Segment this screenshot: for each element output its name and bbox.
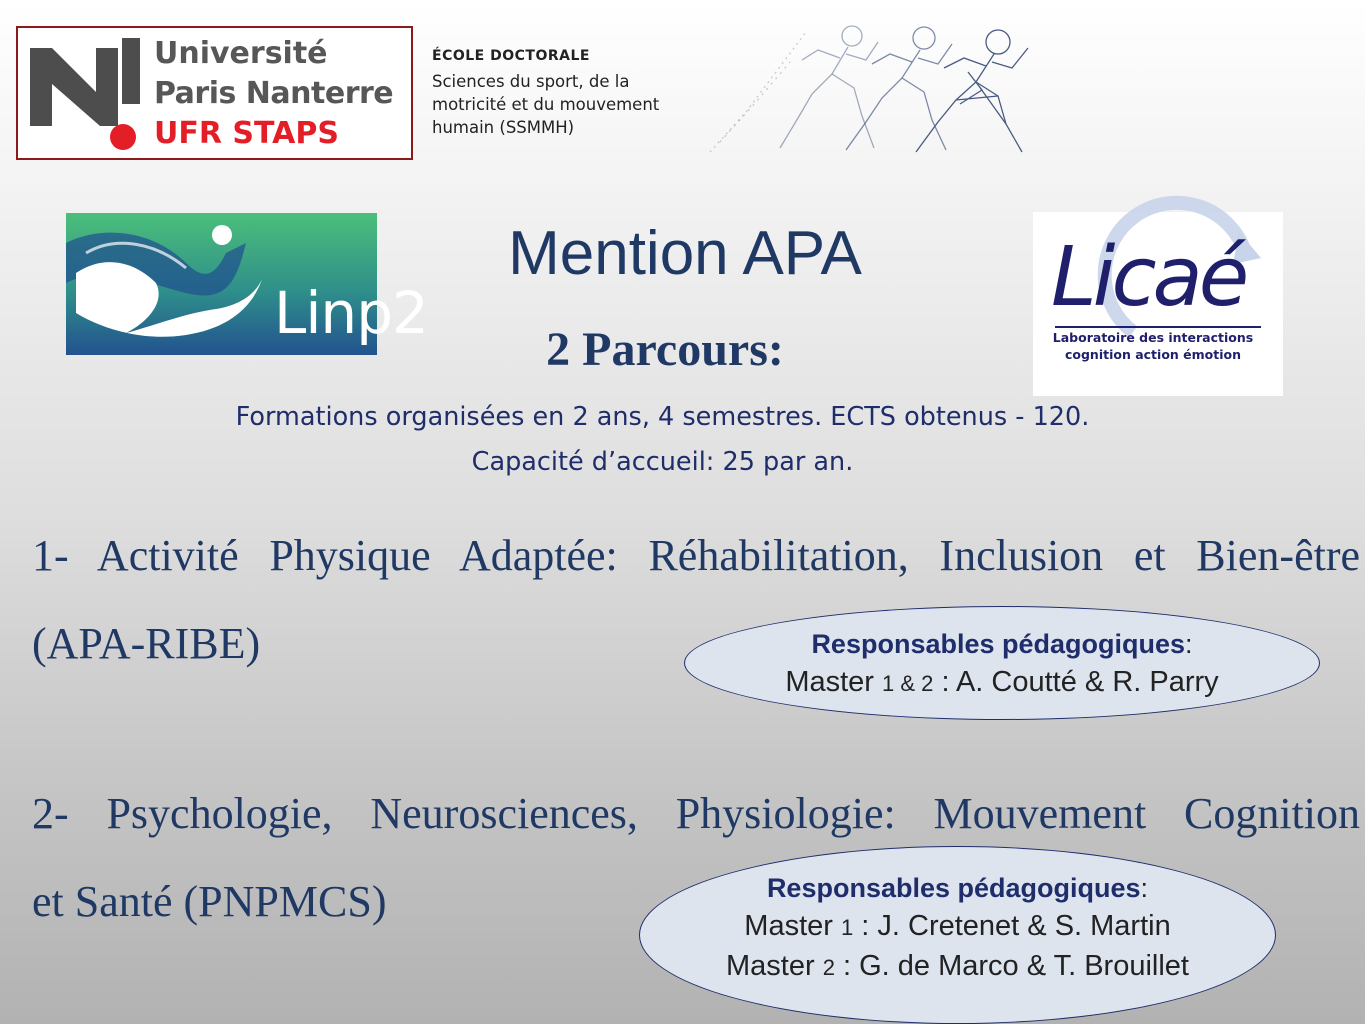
separator: : <box>834 950 860 982</box>
wireframe-runners-illustration <box>706 12 1036 162</box>
responsables-heading <box>640 869 1275 907</box>
university-name-line1: Université <box>154 36 328 71</box>
program-1-title-line1: 1- Activité Physique Adaptée: Réhabilitation, Inclusion et Bien-être <box>32 531 1360 580</box>
program-2-title-line2: et Santé (PNPMCS) <box>32 877 387 926</box>
responsables-row <box>640 907 1275 947</box>
ecole-doctorale-block <box>432 48 702 139</box>
ecole-doctorale-line: humain (SSMMH) <box>432 118 575 137</box>
ecole-doctorale-line: Sciences du sport, de la <box>432 72 630 91</box>
program-2-title-line1: 2- Psychologie, Neurosciences, Physiologie: Mouvement Cognition <box>32 789 1360 838</box>
program-1-responsables-ellipse <box>684 606 1320 720</box>
responsables-title: Responsables pédagogiques <box>766 873 1141 903</box>
formation-info-line2: Capacité d’accueil: 25 par an. <box>471 447 854 477</box>
linp2-wordmark: Linp2 <box>274 279 428 347</box>
licae-logo <box>1033 212 1283 396</box>
master-label: Master <box>726 950 823 982</box>
master-level: 2 <box>822 955 835 980</box>
responsables-row <box>685 663 1319 703</box>
ufr-staps-label: UFR STAPS <box>154 116 339 151</box>
program-2-responsables-ellipse <box>639 846 1276 1024</box>
page-title: Mention APA <box>508 219 862 288</box>
formation-info-line1: Formations organisées en 2 ans, 4 semestres. ECTS obtenus - 120. <box>235 402 1090 432</box>
licae-subtitle-line2: cognition action émotion <box>1064 347 1241 362</box>
master-label: Master <box>744 910 841 942</box>
licae-rule <box>1055 326 1261 328</box>
linp2-logo <box>66 213 428 355</box>
university-name-line2: Paris Nanterre <box>154 76 394 111</box>
responsables-names: J. Cretenet & S. Martin <box>877 910 1171 942</box>
separator: : <box>933 666 956 698</box>
responsables-names: A. Coutté & R. Parry <box>955 666 1219 698</box>
program-1-title-line2: (APA-RIBE) <box>32 619 261 668</box>
responsables-names: G. de Marco & T. Brouillet <box>859 950 1189 982</box>
responsables-row <box>640 947 1275 987</box>
page-subtitle: 2 Parcours: <box>546 323 784 376</box>
licae-wordmark: Licaé <box>1051 230 1246 325</box>
universite-paris-nanterre-logo <box>16 26 413 160</box>
responsables-heading <box>685 625 1319 663</box>
licae-subtitle-line1: Laboratoire des interactions <box>1052 330 1254 345</box>
red-dot-icon <box>110 124 136 150</box>
master-level: 1 & 2 <box>882 671 934 696</box>
nanterre-mark-icon <box>26 38 146 128</box>
responsables-colon: : <box>1140 873 1149 903</box>
master-level: 1 <box>840 915 854 940</box>
responsables-colon: : <box>1185 629 1193 659</box>
separator: : <box>853 910 878 942</box>
ecole-doctorale-line: motricité et du mouvement <box>432 95 660 114</box>
master-label: Master <box>785 666 883 698</box>
ecole-doctorale-heading: ÉCOLE DOCTORALE <box>432 48 590 64</box>
responsables-title: Responsables pédagogiques <box>811 629 1186 659</box>
